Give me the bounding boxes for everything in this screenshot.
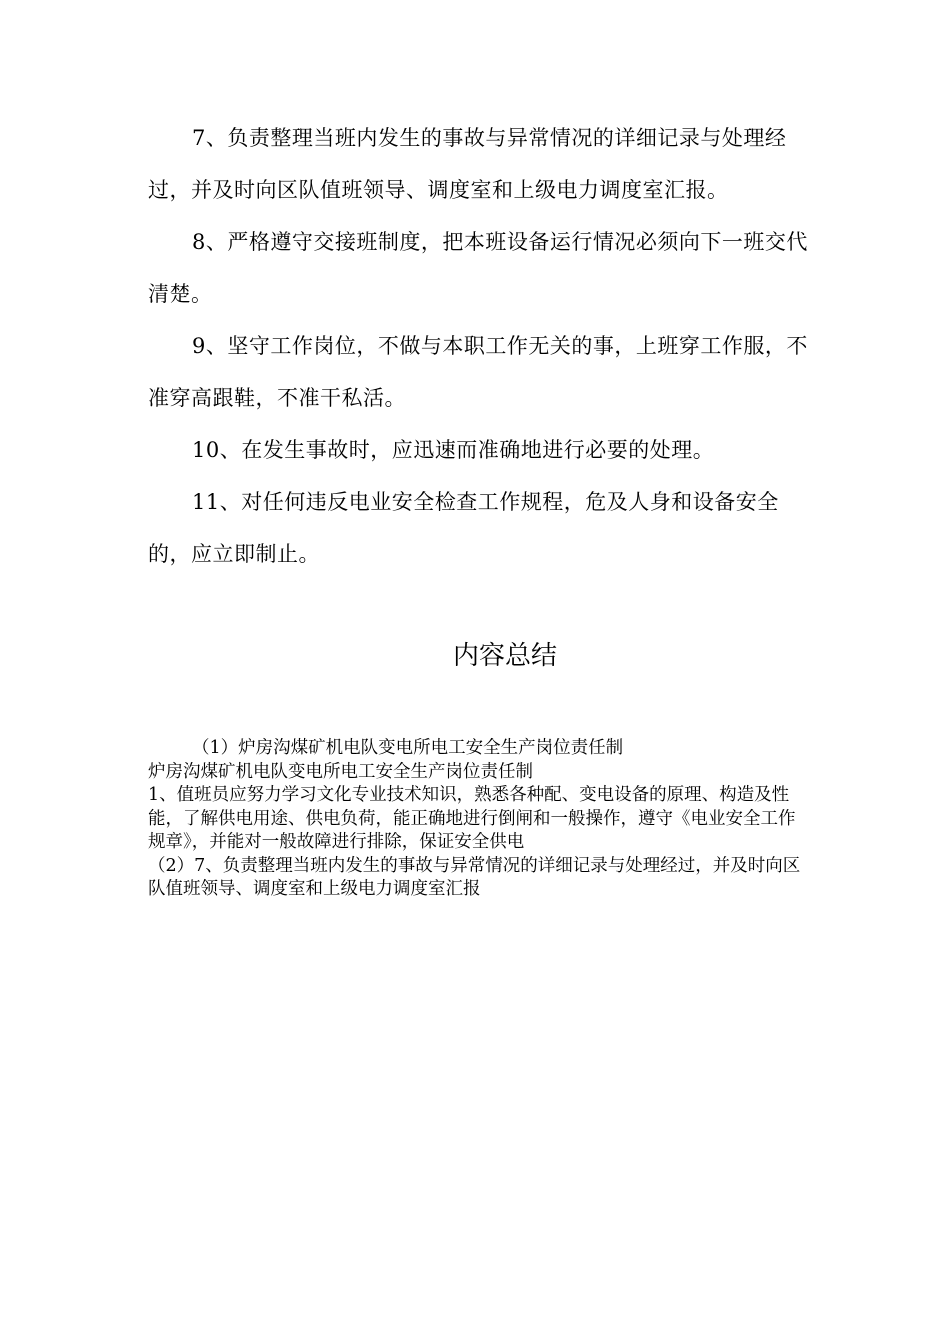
body-paragraph-11: [148, 476, 808, 580]
paragraph-text: 10、在发生事故时，应迅速而准确地进行必要的处理。: [192, 438, 715, 462]
paragraph-text: 7、负责整理当班内发生的事故与异常情况的详细记录与处理经过，并及时向区队值班领导、调度室和上级电力调度室汇报。: [148, 126, 787, 202]
summary-line: 炉房沟煤矿机电队变电所电工安全生产岗位责任制: [148, 761, 533, 782]
paragraph-text: 8、严格遵守交接班制度，把本班设备运行情况必须向下一班交代清楚。: [148, 230, 808, 306]
summary-line: 1、值班员应努力学习文化专业技术知识，熟悉各种配、变电设备的原理、构造及性能，了解供电用途、供电负荷，能正确地进行倒闸和一般操作，遵守《电业安全工作规章》，并能对一般故障进行排除，保证安全供电: [148, 785, 796, 852]
body-paragraph-9: [148, 320, 808, 424]
summary-line: （1）炉房沟煤矿机电队变电所电工安全生产岗位责任制: [192, 738, 624, 758]
body-paragraph-8: [148, 216, 808, 320]
summary-line: （2）7、负责整理当班内发生的事故与异常情况的详细记录与处理经过，并及时向区队值班领导、调度室和上级电力调度室汇报: [148, 855, 801, 899]
summary-block: [148, 737, 803, 902]
paragraph-text: 11、对任何违反电业安全检查工作规程，危及人身和设备安全的，应立即制止。: [148, 490, 779, 566]
body-paragraph-7: [148, 112, 808, 216]
body-paragraph-10: [148, 424, 808, 476]
summary-title: 内容总结: [452, 641, 557, 671]
paragraph-text: 9、坚守工作岗位，不做与本职工作无关的事，上班穿工作服，不准穿高跟鞋，不准干私活。: [148, 334, 808, 410]
